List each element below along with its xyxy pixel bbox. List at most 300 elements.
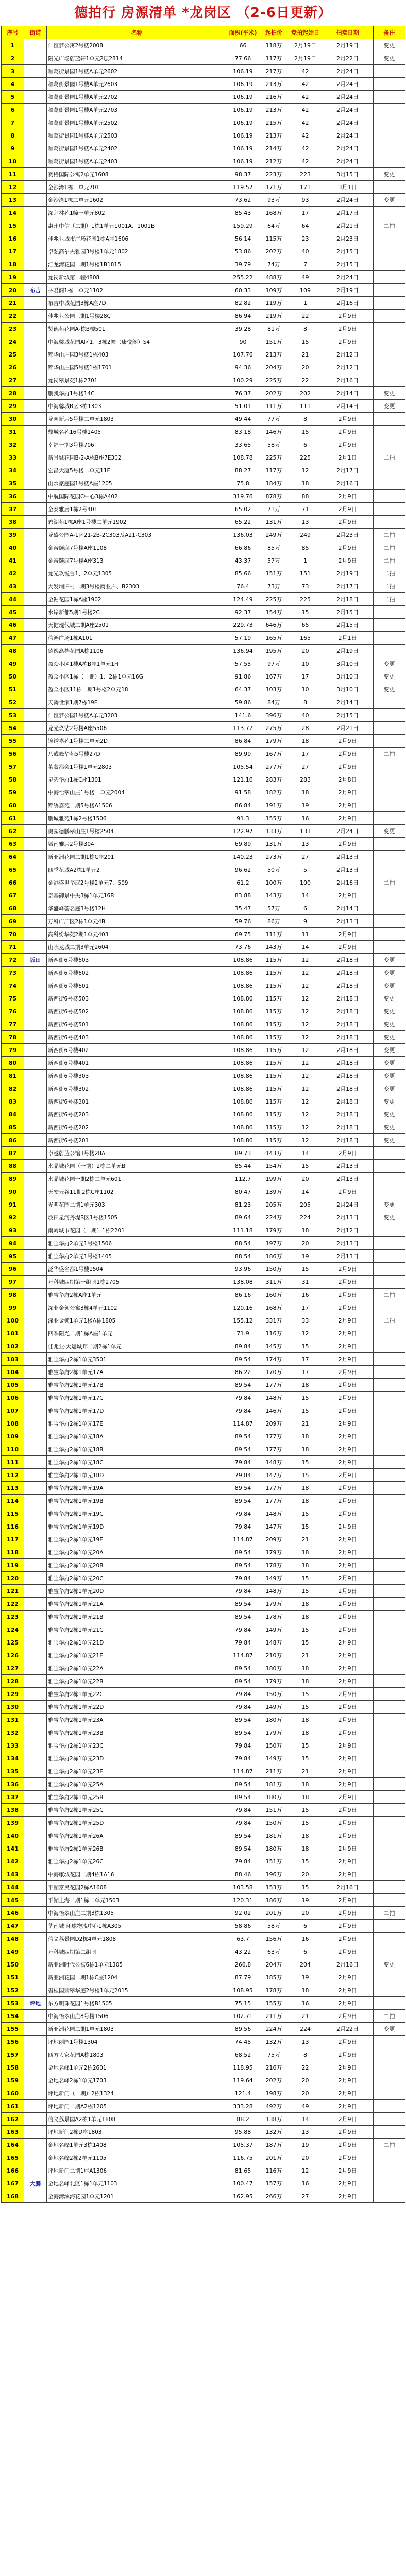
property-address: 水晶城花园（一期）2栋二单元B (47, 1160, 227, 1173)
street-name (24, 1842, 47, 1855)
bid-start: 12 (289, 1044, 322, 1057)
street-name (24, 1301, 47, 1314)
area-sqm: 119.57 (227, 181, 259, 194)
row-number: 62 (2, 825, 24, 838)
remark (374, 941, 405, 954)
bid-start: 22 (289, 374, 322, 387)
auction-date: 2月9日 (322, 1430, 374, 1443)
bid-start: 15 (289, 1855, 322, 1868)
table-row (2, 52, 405, 65)
auction-date: 2月17日 (322, 207, 374, 219)
area-sqm: 79.84 (227, 1404, 259, 1417)
auction-date: 2月19日 (322, 645, 374, 657)
starting-price: 148万 (259, 1585, 289, 1598)
area-sqm: 89.54 (227, 1546, 259, 1559)
row-number: 155 (2, 2023, 24, 2036)
table-row (2, 1894, 405, 1907)
area-sqm: 81.65 (227, 2164, 259, 2177)
starting-price: 179万 (259, 1546, 289, 1559)
area-sqm: 58.86 (227, 1920, 259, 1933)
bid-start: 14 (289, 1185, 322, 1198)
bid-start: 15 (289, 1340, 322, 1353)
remark (374, 104, 405, 116)
area-sqm: 106.19 (227, 65, 259, 78)
starting-price: 143万 (259, 1147, 289, 1160)
bid-start: 15 (289, 1263, 322, 1276)
row-number: 11 (2, 168, 24, 181)
street-name (24, 1443, 47, 1456)
bid-start: 17 (289, 670, 322, 683)
table-row (2, 1250, 405, 1263)
auction-date: 2月9日 (322, 1623, 374, 1636)
street-name (24, 1366, 47, 1379)
auction-date: 2月16日 (322, 1881, 374, 1894)
remark (374, 1804, 405, 1817)
remark: 二拍 (374, 529, 405, 541)
property-address: 金地名峰1单元2栋2601 (47, 2061, 227, 2074)
row-number: 138 (2, 1804, 24, 1817)
street-name (24, 1546, 47, 1559)
starting-price: 57万 (259, 902, 289, 915)
property-address: 雅宝华府2栋1单元18D (47, 1469, 227, 1482)
starting-price: 151万 (259, 567, 289, 580)
bid-start: 171 (289, 181, 322, 194)
row-number: 10 (2, 155, 24, 168)
auction-date: 2月9日 (322, 1971, 374, 1984)
bid-start: 8 (289, 413, 322, 426)
property-address: 雅宝华府2栋1单元21C (47, 1623, 227, 1636)
table-row (2, 310, 405, 323)
bid-start: 15 (289, 1804, 322, 1817)
starting-price: 177万 (259, 1482, 289, 1495)
table-row (2, 1404, 405, 1417)
table-row (2, 168, 405, 181)
auction-date: 2月13日 (322, 1160, 374, 1173)
bid-start: 73 (289, 580, 322, 593)
auction-date: 2月9日 (322, 1263, 374, 1276)
area-sqm: 66 (227, 39, 259, 52)
street-name (24, 2010, 47, 2023)
starting-price: 149万 (259, 1752, 289, 1765)
property-address: 金地名峰1单元3栋1408 (47, 2139, 227, 2151)
row-number: 65 (2, 863, 24, 876)
remark: 二拍 (374, 451, 405, 464)
area-sqm: 108.86 (227, 979, 259, 992)
area-sqm: 79.84 (227, 1572, 259, 1585)
street-name (24, 748, 47, 760)
table-row (2, 941, 405, 954)
row-number: 97 (2, 1276, 24, 1289)
property-address: 奥园德鹏翠山庄1号楼2504 (47, 825, 227, 838)
table-row (2, 116, 405, 129)
starting-price: 177万 (259, 1379, 289, 1392)
remark (374, 2100, 405, 2113)
starting-price: 201万 (259, 2151, 289, 2164)
table-row (2, 1997, 405, 2010)
bid-start: 100 (289, 876, 322, 889)
starting-price: 212万 (259, 155, 289, 168)
table-row (2, 2100, 405, 2113)
starting-price: 178万 (259, 1559, 289, 1572)
area-sqm: 73.62 (227, 194, 259, 207)
street-name (24, 1714, 47, 1726)
area-sqm: 114.87 (227, 1533, 259, 1546)
street-name (24, 1404, 47, 1417)
area-sqm: 92.02 (227, 1907, 259, 1920)
table-row (2, 413, 405, 426)
starting-price: 133万 (259, 825, 289, 838)
remark (374, 232, 405, 245)
row-number: 50 (2, 670, 24, 683)
auction-date: 2月9日 (322, 812, 374, 825)
table-row (2, 1392, 405, 1404)
area-sqm: 91.58 (227, 786, 259, 799)
area-sqm: 89.54 (227, 1598, 259, 1611)
area-sqm: 107.76 (227, 348, 259, 361)
table-row (2, 335, 405, 348)
auction-date: 2月9日 (322, 1572, 374, 1585)
starting-price: 151万 (259, 335, 289, 348)
row-number: 124 (2, 1623, 24, 1636)
bid-start: 18 (289, 1726, 322, 1739)
row-number: 15 (2, 219, 24, 232)
auction-date: 2月9日 (322, 1855, 374, 1868)
bid-start: 1 (289, 297, 322, 310)
table-row (2, 1739, 405, 1752)
bid-start: 12 (289, 1005, 322, 1018)
table-row (2, 1688, 405, 1701)
auction-date: 2月9日 (322, 2100, 374, 2113)
bid-start: 85 (289, 541, 322, 554)
table-row (2, 1791, 405, 1804)
starting-price: 115万 (259, 232, 289, 245)
auction-date: 2月9日 (322, 2139, 374, 2151)
bid-start: 20 (289, 2074, 322, 2087)
starting-price: 201万 (259, 1907, 289, 1920)
row-number: 120 (2, 1572, 24, 1585)
table-row (2, 1031, 405, 1044)
auction-date: 2月17日 (322, 580, 374, 593)
street-name: 布吉 (24, 284, 47, 297)
auction-date: 2月9日 (322, 1920, 374, 1933)
bid-start: 10 (289, 657, 322, 670)
bid-start: 13 (289, 2126, 322, 2139)
area-sqm: 43.37 (227, 554, 259, 567)
table-row (2, 194, 405, 207)
starting-price: 179万 (259, 1726, 289, 1739)
street-name (24, 477, 47, 490)
bid-start: 16 (289, 1933, 322, 1945)
remark: 二拍 (374, 554, 405, 567)
property-address: 信义荔景园A2栋1单元1808 (47, 2113, 227, 2126)
property-address: 水晶城花园一期2栋二单元601 (47, 1173, 227, 1185)
table-row (2, 593, 405, 606)
street-name (24, 1611, 47, 1623)
row-number: 119 (2, 1559, 24, 1572)
starting-price: 116万 (259, 1327, 289, 1340)
remark (374, 1250, 405, 1263)
auction-date: 2月18日 (322, 992, 374, 1005)
auction-date: 2月18日 (322, 1005, 374, 1018)
remark (374, 1829, 405, 1842)
table-row (2, 2061, 405, 2074)
street-name (24, 39, 47, 52)
auction-date: 2月9日 (322, 1585, 374, 1598)
remark (374, 438, 405, 451)
remark: 变更 (374, 1057, 405, 1070)
area-sqm: 73.76 (227, 941, 259, 954)
bid-start: 18 (289, 735, 322, 748)
row-number: 137 (2, 1791, 24, 1804)
starting-price: 211万 (259, 2010, 289, 2023)
auction-date: 2月24日 (322, 65, 374, 78)
bid-start: 42 (289, 65, 322, 78)
area-sqm: 114.87 (227, 1417, 259, 1430)
street-name (24, 1121, 47, 1134)
street-name (24, 722, 47, 735)
row-number: 161 (2, 2100, 24, 2113)
remark: 二拍 (374, 541, 405, 554)
area-sqm: 118.95 (227, 2061, 259, 2074)
property-address: 雅宝华府2栋A座1单元 (47, 1289, 227, 1301)
table-row (2, 2036, 405, 2048)
table-row (2, 1881, 405, 1894)
area-sqm: 89.54 (227, 1559, 259, 1572)
table-row (2, 2087, 405, 2100)
row-number: 146 (2, 1907, 24, 1920)
starting-price: 154万 (259, 606, 289, 619)
property-address: 雅宝华府2栋1单元20D (47, 1585, 227, 1598)
street-name (24, 1688, 47, 1701)
starting-price: 224万 (259, 1211, 289, 1224)
row-number: 39 (2, 529, 24, 541)
row-number: 118 (2, 1546, 24, 1559)
remark: 变更 (374, 400, 405, 413)
auction-date: 2月9日 (322, 786, 374, 799)
area-sqm: 119.64 (227, 2074, 259, 2087)
remark (374, 1585, 405, 1598)
area-sqm: 89.54 (227, 1778, 259, 1791)
remark (374, 1868, 405, 1881)
remark: 变更 (374, 670, 405, 683)
bid-start: 8 (289, 323, 322, 335)
remark (374, 1894, 405, 1907)
row-number: 42 (2, 567, 24, 580)
area-sqm: 89.54 (227, 1379, 259, 1392)
row-number: 51 (2, 683, 24, 696)
bid-start: 49 (289, 271, 322, 284)
street-name (24, 967, 47, 979)
remark (374, 851, 405, 863)
area-sqm: 79.84 (227, 1752, 259, 1765)
row-number: 18 (2, 258, 24, 271)
auction-date: 2月9日 (322, 2126, 374, 2139)
bid-start: 18 (289, 1829, 322, 1842)
property-address: 万科广厂区2栋1单元4B (47, 915, 227, 928)
property-address: 盈众小区11栋二期1号楼2单元18 (47, 683, 227, 696)
row-number: 1 (2, 39, 24, 52)
remark (374, 310, 405, 323)
auction-date: 2月9日 (322, 2177, 374, 2190)
area-sqm: 79.84 (227, 1392, 259, 1404)
street-name (24, 1701, 47, 1714)
auction-date: 2月22日 (322, 52, 374, 65)
row-number: 106 (2, 1392, 24, 1404)
property-address: 中海怡翠山庄8号楼1506 (47, 2010, 227, 2023)
property-address: 华盛峰荟名庭3号楼12H (47, 902, 227, 915)
header-area: 面积(平米) (227, 26, 259, 39)
area-sqm: 64.37 (227, 683, 259, 696)
bid-start: 21 (289, 1417, 322, 1430)
table-row (2, 1327, 405, 1340)
starting-price: 177万 (259, 1495, 289, 1507)
table-row (2, 142, 405, 155)
street-name (24, 451, 47, 464)
table-row (2, 1817, 405, 1829)
starting-price: 202万 (259, 245, 289, 258)
remark: 二拍 (374, 580, 405, 593)
table-row (2, 1237, 405, 1250)
remark (374, 1173, 405, 1185)
remark (374, 129, 405, 142)
remark (374, 181, 405, 194)
table-row (2, 1636, 405, 1649)
remark (374, 426, 405, 438)
area-sqm: 108.86 (227, 954, 259, 967)
row-number: 125 (2, 1636, 24, 1649)
starting-price: 216万 (259, 2061, 289, 2074)
row-number: 53 (2, 709, 24, 722)
starting-price: 210万 (259, 1649, 289, 1662)
table-row (2, 1301, 405, 1314)
auction-date: 2月1日 (322, 632, 374, 645)
street-name (24, 1533, 47, 1546)
starting-price: 184万 (259, 477, 289, 490)
row-number: 134 (2, 1752, 24, 1765)
property-address: 锦华山庄园5号楼1栋1701 (47, 361, 227, 374)
starting-price: 224万 (259, 2023, 289, 2036)
auction-date: 2月9日 (322, 2010, 374, 2023)
table-row (2, 2023, 405, 2036)
remark: 变更 (374, 1082, 405, 1095)
row-number: 44 (2, 593, 24, 606)
area-sqm: 89.54 (227, 1791, 259, 1804)
street-name (24, 838, 47, 851)
bid-start: 15 (289, 426, 322, 438)
table-row (2, 1173, 405, 1185)
property-address: 深业金领公寓3栋4单元1102 (47, 1301, 227, 1314)
area-sqm: 108.86 (227, 1057, 259, 1070)
property-address: 新景城花园B-2-A栋B座7E302 (47, 451, 227, 464)
row-number: 81 (2, 1070, 24, 1082)
table-row (2, 1018, 405, 1031)
auction-date: 2月9日 (322, 2036, 374, 2048)
table-row (2, 2113, 405, 2126)
starting-price: 148万 (259, 1507, 289, 1520)
table-row (2, 645, 405, 657)
area-sqm: 88.54 (227, 1250, 259, 1263)
bid-start: 15 (289, 1623, 322, 1636)
starting-price: 396万 (259, 709, 289, 722)
bid-start: 17 (289, 748, 322, 760)
auction-date: 2月14日 (322, 400, 374, 413)
street-name (24, 1211, 47, 1224)
property-address: 雅宝华府2栋1单元21A (47, 1598, 227, 1611)
bid-start: 22 (289, 2061, 322, 2074)
auction-date: 2月9日 (322, 1933, 374, 1945)
auction-date: 2月9日 (322, 1726, 374, 1739)
property-address: 锦华山庄园3号楼1栋403 (47, 348, 227, 361)
remark (374, 1392, 405, 1404)
row-number: 162 (2, 2113, 24, 2126)
bid-start: 42 (289, 116, 322, 129)
remark (374, 2113, 405, 2126)
starting-price: 180万 (259, 1662, 289, 1675)
property-address: 雅宝华府2栋1单元19B (47, 1495, 227, 1507)
row-number: 145 (2, 1894, 24, 1907)
row-number: 166 (2, 2164, 24, 2177)
remark (374, 1598, 405, 1611)
auction-date: 3月15日 (322, 168, 374, 181)
table-row (2, 1198, 405, 1211)
area-sqm: 159.29 (227, 219, 259, 232)
auction-date: 2月18日 (322, 1121, 374, 1134)
property-address: 城南雅居2号楼304 (47, 838, 227, 851)
property-address: 金沙湾1栋二单元1602 (47, 194, 227, 207)
bid-start: 19 (289, 2139, 322, 2151)
remark (374, 2151, 405, 2164)
auction-date: 2月9日 (322, 1147, 374, 1160)
remark (374, 1443, 405, 1456)
auction-date: 2月8日 (322, 773, 374, 786)
table-row (2, 426, 405, 438)
row-number: 100 (2, 1314, 24, 1327)
auction-date: 2月13日 (322, 851, 374, 863)
row-number: 45 (2, 606, 24, 619)
street-name: 大鹏 (24, 2177, 47, 2190)
remark (374, 735, 405, 748)
row-number: 22 (2, 310, 24, 323)
street-name (24, 1984, 47, 1997)
area-sqm: 65.22 (227, 516, 259, 529)
table-row (2, 207, 405, 219)
remark (374, 1507, 405, 1520)
starting-price: 171万 (259, 181, 289, 194)
starting-price: 195万 (259, 645, 289, 657)
property-address: 宏昌大厦5号楼二单元11F (47, 464, 227, 477)
area-sqm: 69.75 (227, 928, 259, 941)
remark: 二拍 (374, 2010, 405, 2023)
row-number: 87 (2, 1147, 24, 1160)
row-number: 88 (2, 1160, 24, 1173)
street-name (24, 1791, 47, 1804)
property-address: 万科城四期第二组团 (47, 1945, 227, 1958)
remark (374, 1778, 405, 1791)
street-name (24, 928, 47, 941)
area-sqm: 59.86 (227, 696, 259, 709)
listing-table (1, 26, 405, 2203)
table-row (2, 580, 405, 593)
property-address: 新西街6号楼503 (47, 992, 227, 1005)
row-number: 83 (2, 1095, 24, 1108)
area-sqm: 108.78 (227, 451, 259, 464)
street-name (24, 1958, 47, 1971)
remark (374, 335, 405, 348)
area-sqm: 91.3 (227, 812, 259, 825)
street-name (24, 979, 47, 992)
area-sqm: 89.84 (227, 1340, 259, 1353)
area-sqm: 106.19 (227, 104, 259, 116)
